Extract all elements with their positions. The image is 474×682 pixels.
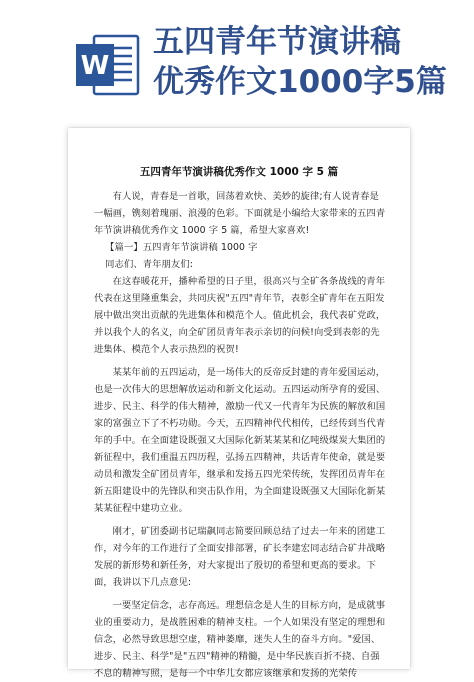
page-banner (0, 0, 474, 112)
doc-paragraph: 某某年前的五四运动，是一场伟大的反帝反封建的青年爱国运动，也是一次伟大的思想解放运动和新文化运动。五四运动所孕育的爱国、进步、民主、科学的伟大精神，激励一代又一代青年为民族的解放和国家的富强立下了不朽功勋。今天，五四精神代代相传，已经传到当代青年的手中。在全面建设既强又大国际化新某某某和亿吨级煤炭大集团的新征程中，我们重温五四历程，弘扬五四精神，共话青年使命，就是要动员和激发全矿团员青年，继承和发扬五四光荣传统，发挥团员青年在新五阳建设中的先锋队和突击队作用，为全面建设既强又大国际化新某某某征程中建功立业。 (94, 367, 386, 514)
svg-text:W: W (80, 51, 110, 81)
doc-paragraph: 一要坚定信念，志存高远。理想信念是人生的目标方向，是成就事业的重要动力，是战胜困难的精神支柱。一个人如果没有坚定的理想和信念，必然导致思想空虚，精神萎靡，迷失人生的奋斗方向。"爱国、进步、民主、科学"是"五四"精神的精髓，是中华民族百折不挠、自强不息的精神写照，是每一个中华儿女都应该继承和发扬的光荣传 (94, 600, 386, 679)
doc-paragraph: 刚才，矿团委副书记瑞飙同志简要回顾总结了过去一年来的团建工作，对今年的工作进行了全面安排部署，矿长李建宏同志结合矿井战略发展的新形势和新任务，对大家提出了殷切的希望和更高的要求。下面，我讲以下几点意见: (94, 526, 386, 588)
word-doc-icon (72, 30, 142, 100)
document-page (68, 128, 410, 679)
banner-title (153, 22, 471, 102)
document-title: 五四青年节演讲稿优秀作文 1000 字 5 篇 (139, 166, 339, 178)
banner-title-line2: 优秀作文1000字5篇 (153, 64, 447, 100)
doc-salutation: 同志们、青年朋友们: (105, 259, 193, 270)
banner-title-line1: 五四青年节演讲稿 (153, 24, 401, 60)
doc-paragraph-intro: 有人说，青春是一首歌，回荡着欢快、美妙的旋律;有人说青春是一幅画，镌刻着瑰丽、浪漫的色彩。下面就是小编给大家带来的五四青年节演讲稿优秀作文 1000 字 5 篇，希望大家喜欢! (94, 191, 386, 236)
document-body (94, 188, 386, 682)
doc-section-heading: 【篇一】五四青年节演讲稿 1000 字 (105, 242, 258, 253)
doc-paragraph: 在这春暖花开，播种希望的日子里，很高兴与全矿各条战线的青年代表在这里隆重集会，共同庆祝"五四"青年节，表彰全矿青年在五阳发展中做出突出贡献的先进集体和模范个人。值此机会，我代表矿党政，并以我个人的名义，向全矿团员青年表示亲切的问候!向受到表彰的先进集体、模范个人表示热烈的祝贺! (94, 276, 386, 355)
